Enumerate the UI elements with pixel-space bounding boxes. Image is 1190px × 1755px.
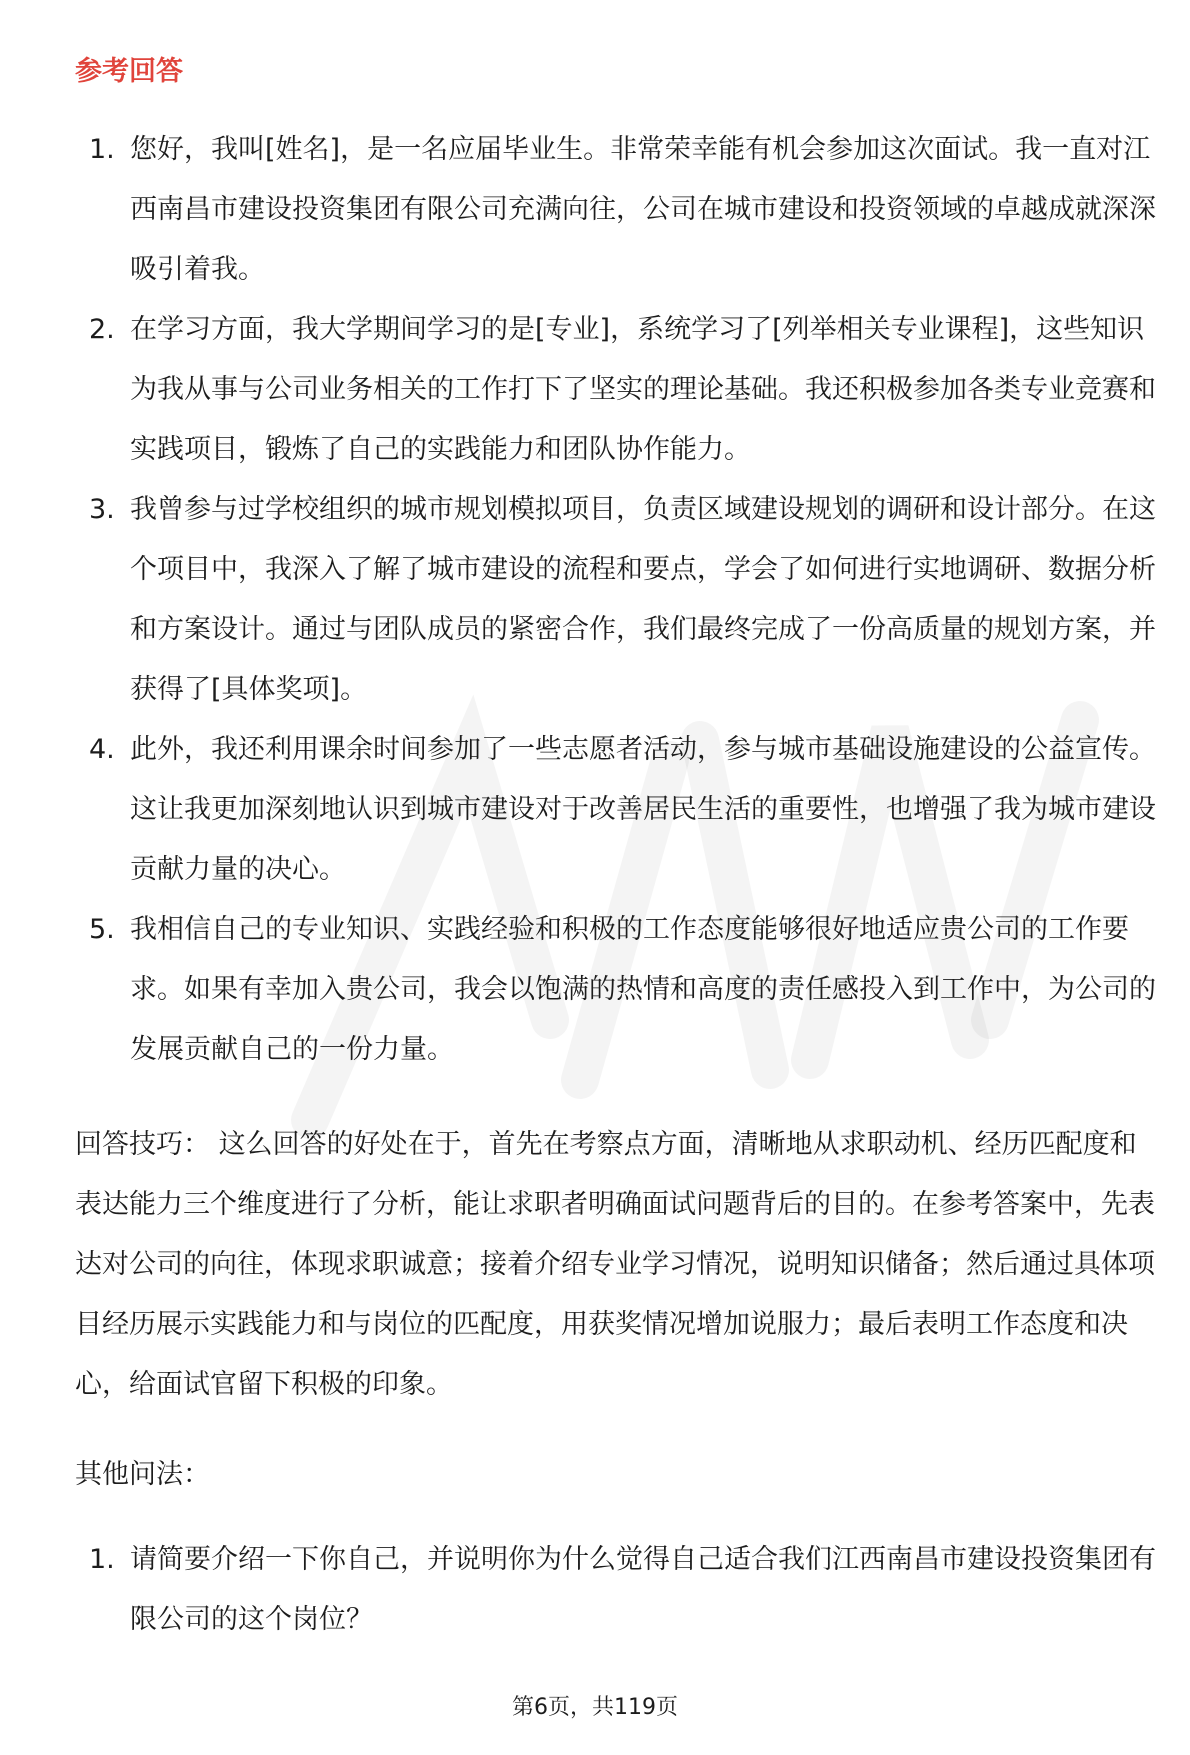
list-number: 5. <box>89 914 115 945</box>
list-item <box>75 900 1160 1080</box>
section-title: 参考回答 <box>75 56 183 87</box>
list-text: 我曾参与过学校组织的城市规划模拟项目，负责区域建设规划的调研和设计部分。在这个项目中，我深入了解了城市建设的流程和要点，学会了如何进行实地调研、数据分析和方案设计。通过与团队成员的紧密合作，我们最终完成了一份高质量的规划方案，并获得了[具体奖项]。 <box>130 494 1156 705</box>
list-item <box>75 120 1160 300</box>
list-text: 此外，我还利用课余时间参加了一些志愿者活动，参与城市基础设施建设的公益宣传。这让我更加深刻地认识到城市建设对于改善居民生活的重要性，也增强了我为城市建设贡献力量的决心。 <box>130 734 1156 885</box>
list-item <box>75 720 1160 900</box>
other-questions-title: 其他问法： <box>75 1459 210 1490</box>
list-number: 4. <box>89 734 115 765</box>
list-item <box>75 1530 1160 1650</box>
list-text: 在学习方面，我大学期间学习的是[专业]，系统学习了[列举相关专业课程]，这些知识为我从事与公司业务相关的工作打下了坚实的理论基础。我还积极参加各类专业竞赛和实践项目，锻炼了自己的实践能力和团队协作能力。 <box>130 314 1156 465</box>
list-text: 请简要介绍一下你自己，并说明你为什么觉得自己适合我们江西南昌市建设投资集团有限公司的这个岗位？ <box>130 1544 1156 1635</box>
list-item <box>75 300 1160 480</box>
answer-list <box>75 120 1160 1080</box>
list-number: 1. <box>89 134 115 165</box>
list-text: 您好，我叫[姓名]，是一名应届毕业生。非常荣幸能有机会参加这次面试。我一直对江西南昌市建设投资集团有限公司充满向往，公司在城市建设和投资领域的卓越成就深深吸引着我。 <box>130 134 1156 285</box>
list-number: 3. <box>89 494 115 525</box>
list-number: 1. <box>89 1544 115 1575</box>
other-questions-list <box>75 1530 1160 1650</box>
list-item <box>75 480 1160 720</box>
page-footer: 第6页，共119页 <box>512 1695 678 1720</box>
answer-tips: 回答技巧： 这么回答的好处在于，首先在考察点方面，清晰地从求职动机、经历匹配度和表达能力三个维度进行了分析，能让求职者明确面试问题背后的目的。在参考答案中，先表达对公司的向往，体现求职诚意；接着介绍专业学习情况，说明知识储备；然后通过具体项目经历展示实践能力和与岗位的匹配度，用获奖情况增加说服力；最后表明工作态度和决心，给面试官留下积极的印象。 <box>75 1129 1155 1400</box>
list-number: 2. <box>89 314 115 345</box>
list-text: 我相信自己的专业知识、实践经验和积极的工作态度能够很好地适应贵公司的工作要求。如果有幸加入贵公司，我会以饱满的热情和高度的责任感投入到工作中，为公司的发展贡献自己的一份力量。 <box>130 914 1156 1065</box>
